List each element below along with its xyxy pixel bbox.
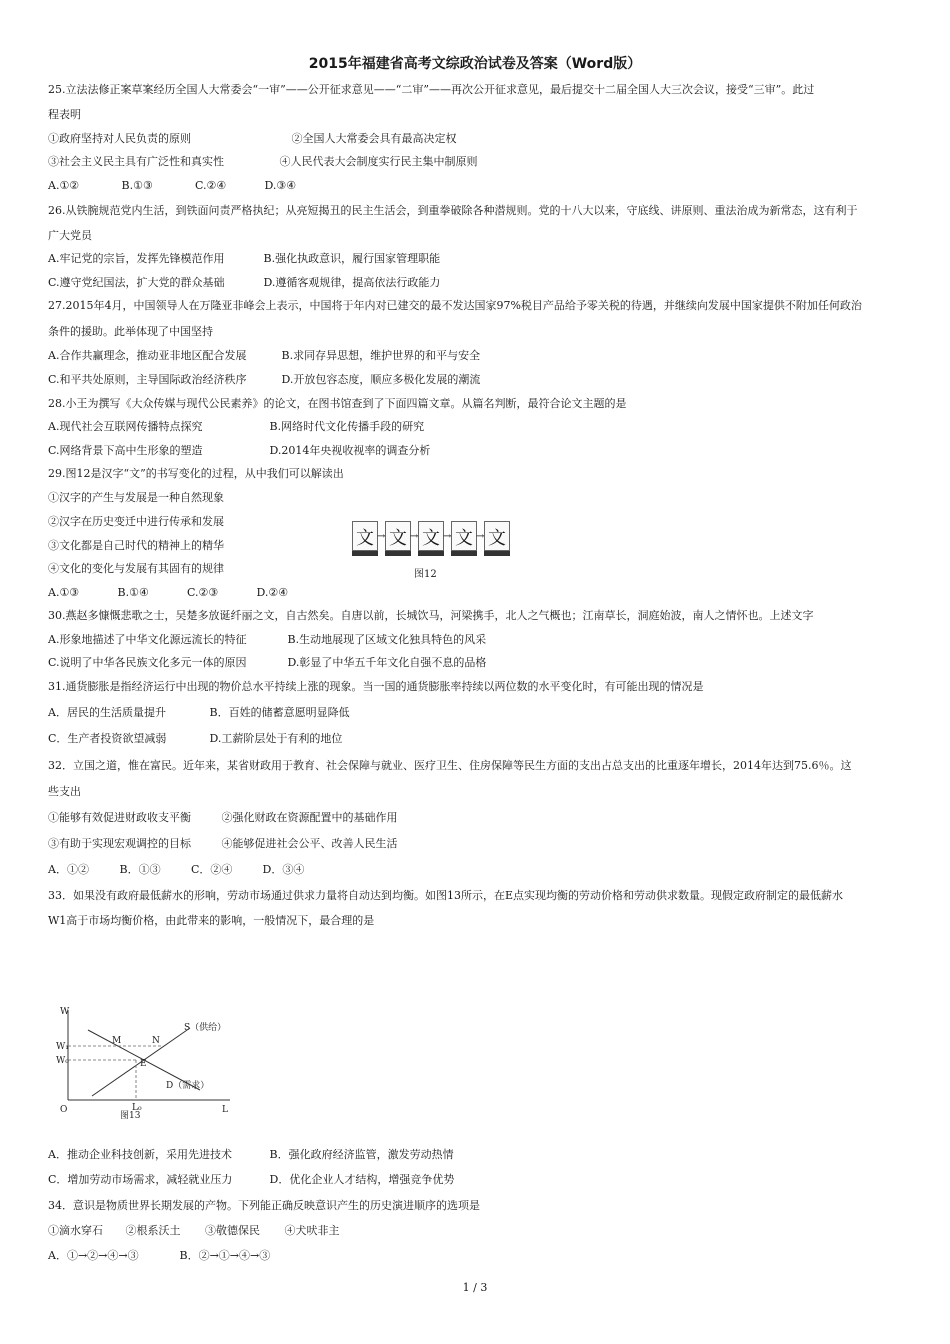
supply-label: S（供给）: [184, 1023, 227, 1033]
point-m-label: M: [112, 1036, 122, 1046]
q34-item-4: ④犬吠非主: [284, 1224, 340, 1237]
glyph-1: 文: [356, 528, 374, 549]
glyph-caption-4: [451, 551, 477, 556]
q26-options-row1: [48, 252, 440, 266]
l-axis-label: L: [222, 1105, 228, 1115]
q29-option-b: B.①④: [117, 586, 149, 599]
q29-option-d: D.②④: [256, 586, 289, 599]
q27-option-b: B.求同存异思想，维护世界的和平与安全: [281, 349, 481, 362]
glyph-4: 文: [455, 528, 473, 549]
q25-item-1: ①政府坚持对人民负责的原则: [48, 132, 191, 145]
q25-item-3: ③社会主义民主具有广泛性和真实性: [48, 155, 224, 168]
q32-option-d: D．③④: [262, 863, 305, 876]
figure-12: [352, 521, 512, 579]
q29-item-3: ③文化都是自己时代的精神上的精华: [48, 539, 224, 552]
q25-option-a: A.①②: [48, 179, 80, 192]
q33-option-d: D．优化企业人才结构，增强竞争优势: [269, 1173, 455, 1186]
q32-item-3: ③有助于实现宏观调控的目标: [48, 837, 191, 850]
q27-stem: 27.2015年4月，中国领导人在万隆亚非峰会上表示，中国将于年内对已建交的最不发达国家97%税目产品给予零关税的待遇，并继续向发展中国家提供不附加任何政治: [48, 299, 862, 312]
glyph-caption-1: [352, 551, 378, 556]
q26-option-c: C.遵守党纪国法，扩大党的群众基础: [48, 276, 225, 289]
q29-option-c: C.②③: [187, 586, 219, 599]
q33-options-row2: [48, 1173, 454, 1187]
q33-stem: 33．如果没有政府最低薪水的形响，劳动市场通过供求力量将自动达到均衡。如图13所示，在E点实现均衡的劳动价格和劳动供求数量。现假定政府制定的最低薪水: [48, 889, 844, 902]
arrow-icon: →: [443, 531, 452, 542]
q25-option-c: C.②④: [195, 179, 227, 192]
origin-label: O: [60, 1105, 68, 1115]
q26-option-d: D.遵循客观规律，提高依法行政能力: [263, 276, 441, 289]
w1-label: W₁: [56, 1042, 69, 1052]
q27-options-row1: [48, 349, 480, 363]
w0-label: W₀: [56, 1056, 69, 1066]
q31-option-d: D.工薪阶层处于有利的地位: [209, 732, 343, 745]
q34-stem: 34．意识是物质世界长期发展的产物。下列能正确反映意识产生的历史演进顺序的选项是: [48, 1199, 480, 1212]
glyph-3: 文: [422, 528, 440, 549]
glyph-caption-5: [484, 551, 510, 556]
q26-stem-cont: 广大党员: [48, 229, 92, 242]
q32-item-2: ②强化财政在资源配置中的基础作用: [221, 811, 398, 824]
q31-option-a: A．居民的生活质量提升: [48, 706, 166, 719]
q32-option-b: B．①③: [119, 863, 161, 876]
glyph-box-5: [484, 521, 510, 551]
q30-options-row1: [48, 633, 486, 647]
q33-options-row1: [48, 1148, 454, 1162]
q31-stem: 31.通货膨胀是指经济运行中出现的物价总水平持续上涨的现象。当一国的通货膨胀率持续以两位数的水平变化时，有可能出现的情况是: [48, 680, 704, 693]
glyph-box-3: [418, 521, 444, 551]
glyph-5: 文: [488, 528, 506, 549]
q27-option-a: A.合作共赢理念，推动亚非地区配合发展: [48, 349, 247, 362]
q25-item-2: ②全国人大常委会具有最高决定权: [291, 132, 457, 145]
q28-options-row2: [48, 444, 430, 458]
q28-stem: 28.小王为撰写《大众传媒与现代公民素养》的论文，在图书馆查到了下面四篇文章。从篇名判断，最符合论文主题的是: [48, 397, 627, 410]
q29-options: [48, 586, 288, 600]
q32-stem: 32．立国之道，惟在富民。近年来，某省财政用于教育、社会保障与就业、医疗卫生、住房保障等民生方面的支出占总支出的比重逐年增长，2014年达到75.6％。这: [48, 759, 852, 772]
q30-stem: 30.燕赵多慷慨悲歌之士，吴楚多放诞纤丽之文，自古然矣。自唐以前，长城饮马，河梁携手，北人之气概也；江南草长，洞庭始波，南人之情怀也。上述文字: [48, 609, 814, 622]
q26-options-row2: [48, 276, 440, 290]
q25-option-d: D.③④: [264, 179, 297, 192]
point-e-label: E: [140, 1059, 147, 1069]
q29-item-2: ②汉字在历史变迁中进行传承和发展: [48, 515, 224, 528]
q29-item-1: ①汉字的产生与发展是一种自然现象: [48, 491, 224, 504]
q30-option-a: A.形象地描述了中华文化源远流长的特征: [48, 633, 247, 646]
q30-options-row2: [48, 656, 486, 670]
q28-option-b: B.网络时代文化传播手段的研究: [269, 420, 425, 433]
arrow-icon: →: [410, 531, 419, 542]
q28-options-row1: [48, 420, 424, 434]
q29-stem: 29.图12是汉字“文”的书写变化的过程，从中我们可以解读出: [48, 467, 344, 480]
q32-option-c: C．②④: [191, 863, 233, 876]
glyph-box-1: [352, 521, 378, 551]
q25-item-row1: [48, 132, 457, 146]
w-axis-label: W: [60, 1007, 70, 1017]
q34-option-b: B．②→①→④→③: [179, 1249, 271, 1262]
arrow-icon: →: [377, 531, 386, 542]
q32-item-1: ①能够有效促进财政收支平衡: [48, 811, 191, 824]
q31-option-c: C．生产者投资欲望减弱: [48, 732, 167, 745]
q32-option-a: A．①②: [48, 863, 89, 876]
q26-stem: 26.从铁腕规范党内生活，到铁面问责严格执纪；从亮短揭丑的民主生活会，到重拳破除各种潜规则。党的十八大以来，守底线、讲原则、重法治成为新常态，这有利于: [48, 204, 858, 217]
q33-option-c: C．增加劳动市场需求，减轻就业压力: [48, 1173, 233, 1186]
q33-stem-cont: W1高于市场均衡价格，由此带来的影响，一般情况下，最合理的是: [48, 914, 375, 927]
q25-stem: 25.立法法修正案草案经历全国人大常委会“一审”——公开征求意见——“二审”——再次公开征求意见，最后提交十二届全国人大三次会议，接受“三审”。此过: [48, 83, 815, 96]
q32-items-row2: [48, 837, 398, 851]
q25-options: [48, 179, 296, 193]
q25-stem-cont: 程表明: [48, 108, 81, 121]
q25-option-b: B.①③: [121, 179, 153, 192]
glyph-2: 文: [389, 528, 407, 549]
q33-option-a: A．推动企业科技创新，采用先进技术: [48, 1148, 232, 1161]
q31-options-row1: [48, 706, 350, 720]
q34-option-a: A．①→②→④→③: [48, 1249, 139, 1262]
page-title: 2015年福建省高考文综政治试卷及答案（Word版）: [308, 56, 642, 72]
q27-stem-cont: 条件的援助。此举体现了中国坚持: [48, 325, 213, 338]
point-n-label: N: [152, 1036, 160, 1046]
figure-13: [50, 1000, 250, 1120]
q31-option-b: B．百姓的储蓄意愿明显降低: [209, 706, 350, 719]
q29-option-a: A.①③: [48, 586, 80, 599]
glyph-caption-2: [385, 551, 411, 556]
figure-12-label: 图12: [414, 569, 437, 580]
q33-option-b: B．强化政府经济监管，激发劳动热情: [269, 1148, 454, 1161]
q30-option-d: D.彰显了中华五千年文化自强不息的品格: [287, 656, 487, 669]
glyph-caption-3: [418, 551, 444, 556]
q34-item-1: ①滴水穿石: [48, 1224, 103, 1237]
q25-item-4: ④人民代表大会制度实行民主集中制原则: [279, 155, 478, 168]
q28-option-c: C.网络背景下高中生形象的塑造: [48, 444, 203, 457]
q25-item-row2: [48, 155, 478, 169]
q32-options: [48, 863, 304, 877]
q34-items: [48, 1224, 340, 1238]
q31-options-row2: [48, 732, 342, 746]
l0-label: L₀: [132, 1103, 142, 1113]
q34-item-3: ③敬德保民: [205, 1224, 260, 1237]
q27-option-c: C.和平共处原则，主导国际政治经济秩序: [48, 373, 247, 386]
q32-items-row1: [48, 811, 398, 825]
q34-item-2: ②根系沃土: [125, 1224, 181, 1237]
page-number: 1 / 3: [462, 1281, 488, 1294]
q27-option-d: D.开放包容态度，顺应多极化发展的潮流: [281, 373, 481, 386]
q32-item-4: ④能够促进社会公平、改善人民生活: [221, 837, 398, 850]
q30-option-c: C.说明了中华各民族文化多元一体的原因: [48, 656, 247, 669]
q29-item-4: ④文化的变化与发展有其固有的规律: [48, 562, 224, 575]
q32-stem-cont: 些支出: [48, 785, 81, 798]
q26-option-a: A.牢记党的宗旨，发挥先锋模范作用: [48, 252, 225, 265]
q28-option-d: D.2014年央视收视率的调查分析: [269, 444, 431, 457]
demand-label: D（需求）: [166, 1081, 210, 1091]
q26-option-b: B.强化执政意识，履行国家管理职能: [263, 252, 441, 265]
q34-options: [48, 1249, 270, 1263]
glyph-box-4: [451, 521, 477, 551]
q30-option-b: B.生动地展现了区域文化独具特色的风采: [287, 633, 487, 646]
arrow-icon: →: [476, 531, 485, 542]
figure-13-label: 图13: [120, 1111, 141, 1120]
q28-option-a: A.现代社会互联网传播特点探究: [48, 420, 203, 433]
q27-options-row2: [48, 373, 480, 387]
glyph-box-2: [385, 521, 411, 551]
